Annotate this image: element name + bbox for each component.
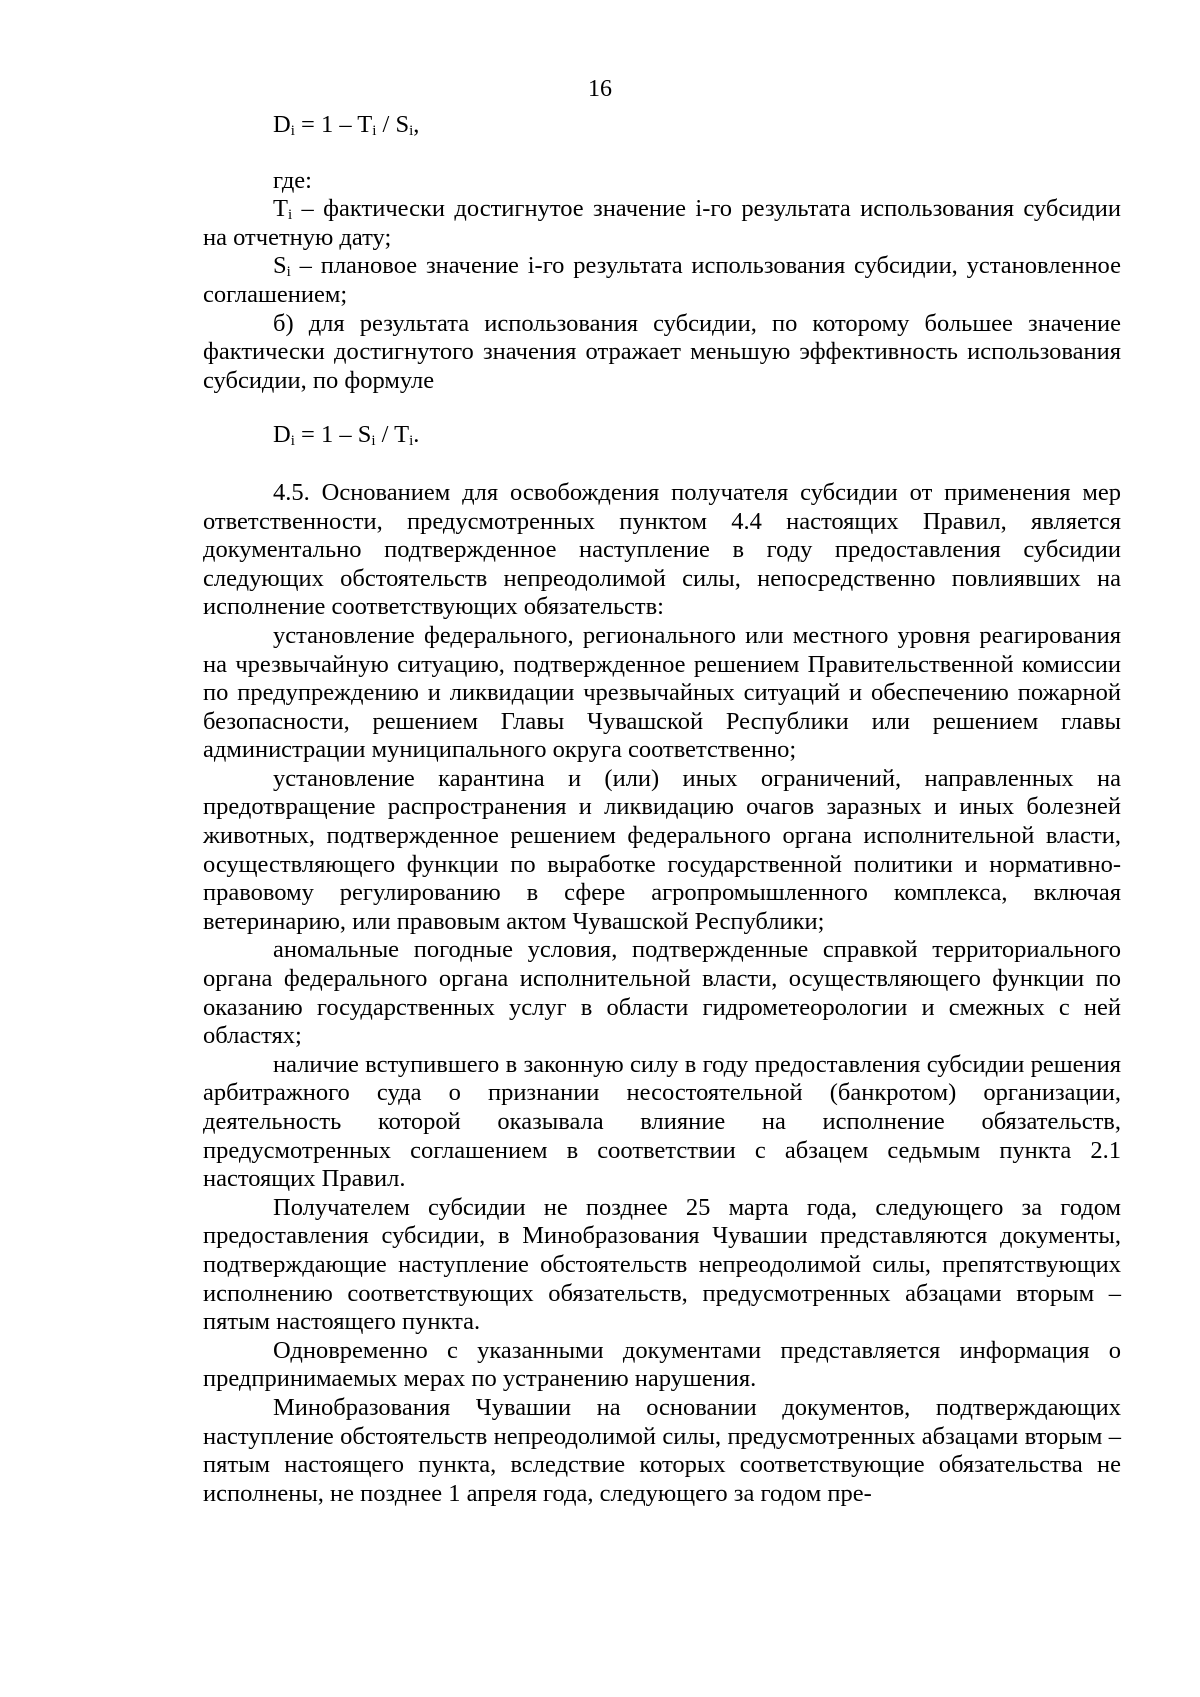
formula1-end: , — [413, 111, 420, 138]
paragraph-b: б) для результата использования субсидии, по которому большее значение фактически достигнутого значения отражает меньшую эффективность использования субсидии, по формуле — [203, 309, 1121, 394]
paragraph-emergency: установление федерального, регионального или местного уровня реагирования на чрезвычайную ситуацию, подтвержденное решением Правительственной комиссии по предупреждению и ликвидации чрезвычайных ситуаций и обеспечению пожарной безопасности, решением Главы Чувашской Республики или решением главы администрации муниципального округа соответственно; — [203, 621, 1121, 764]
formula1-lhs: D — [273, 111, 291, 138]
paragraph-quarantine: установление карантина и (или) иных ограничений, направленных на предотвращение распространения и ликвидацию очагов заразных и иных болезней животных, подтвержденное решением федерального органа исполнительной власти, осуществляющего функции по выработке государственной политики и нормативно-правовому регулированию в сфере агропромышленного комплекса, включая ветеринарию, или правовым актом Чувашской Республики; — [203, 764, 1121, 935]
where-label: где: — [273, 166, 312, 194]
def-t-sub: i — [287, 207, 293, 224]
paragraph-bankruptcy: наличие вступившего в законную силу в году предоставления субсидии решения арбитражного суда о признании несостоятельной (банкротом) организации, деятельность которой оказывала влияние на исполнение обязательств, предусмотренных соглашением в соответствии с абзацем седьмым пункта 2.1 настоящих Правил. — [203, 1050, 1121, 1193]
formula2-div: / T — [375, 421, 410, 449]
paragraph-measures-info: Одновременно с указанными документами представляется информация о предпринимаемых мерах по устранению нарушения. — [203, 1336, 1121, 1393]
formula1-eq: = 1 – T — [294, 111, 373, 138]
formula2-eq: = 1 – S — [294, 421, 372, 449]
paragraph-4-5: 4.5. Основанием для освобождения получателя субсидии от применения мер ответственности, предусмотренных пунктом 4.4 настоящих Правил, является документально подтвержденное наступление в году предоставления субсидии следующих обстоятельств непреодолимой силы, непосредственно повлиявших на исполнение соответствующих обязательств: — [203, 478, 1121, 621]
page-number: 16 — [588, 76, 612, 102]
formula2-lhs: D — [273, 421, 291, 449]
def-s-text: – плановое значение i-го результата использования субсидии, установленное соглашением; — [203, 252, 1121, 308]
paragraph-documents-deadline: Получателем субсидии не позднее 25 марта года, следующего за годом предоставления субсидии, в Минобразования Чувашии представляются документы, подтверждающие наступление обстоятельств непреодолимой силы, препятствующих исполнению соответствующих обязательств, предусмотренных абзацами вторым – пятым настоящего пункта. — [203, 1193, 1121, 1336]
formula2-lhs-sub: i — [290, 433, 295, 450]
paragraph-ministry-decision: Минобразования Чувашии на основании документов, подтверждающих наступление обстоятельств непреодолимой силы, предусмотренных абзацами вторым – пятым настоящего пункта, вследствие которых соответствующие обязательства не исполнены, не позднее 1 апреля года, следующего за годом пре- — [203, 1393, 1121, 1507]
def-s-sub: i — [286, 264, 291, 281]
page-content — [203, 111, 1121, 1508]
formula1-div: / S — [376, 111, 410, 138]
definition-t — [203, 195, 1121, 252]
def-s-symbol: S — [273, 252, 287, 280]
formula-d-i-second — [203, 421, 1121, 450]
formula1-t-sub: i — [372, 123, 377, 139]
formula1-lhs-sub: i — [290, 123, 295, 139]
formula1-s-sub: i — [409, 123, 414, 139]
formula-d-i-first — [203, 111, 1121, 140]
formula2-s-sub: i — [371, 433, 376, 450]
def-t-text: – фактически достигнутое значение i-го результата использования субсидии на отчетную дату; — [203, 195, 1121, 251]
def-t-symbol: T — [273, 195, 288, 223]
formula2-t-sub: i — [409, 433, 414, 450]
definition-s — [203, 252, 1121, 309]
formula2-end: . — [413, 421, 420, 449]
paragraph-weather: аномальные погодные условия, подтвержденные справкой территориального органа федерального органа исполнительной власти, осуществляющего функции по оказанию государственных услуг в области гидрометеорологии и смежных с ней областях; — [203, 936, 1121, 1050]
